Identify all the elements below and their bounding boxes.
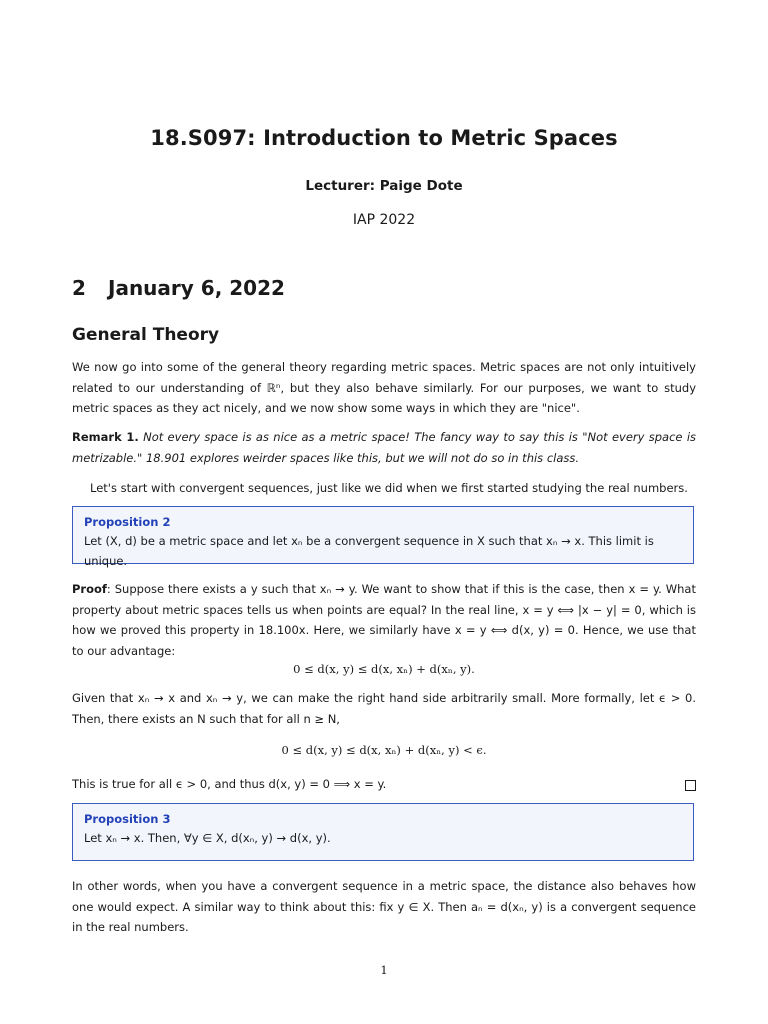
section-number: 2 xyxy=(72,276,86,300)
proof-label: Proof xyxy=(72,582,107,596)
closing-paragraph: In other words, when you have a convergent sequence in a metric space, the distance also behaves how one would expect. A similar way to think about this: fix y ∈ X. Then aₙ = d(xₙ, y) is a convergent sequence in the real numbers. xyxy=(72,879,696,934)
proof-conclusion: This is true for all ϵ > 0, and thus d(x, y) = 0 ⟹ x = y. xyxy=(72,777,387,791)
document-title: 18.S097: Introduction to Metric Spaces xyxy=(150,126,618,150)
subsection-heading: General Theory xyxy=(72,325,220,345)
proposition-2-title: Proposition 2 xyxy=(84,515,171,529)
term-line: IAP 2022 xyxy=(352,212,416,228)
proposition-3-box xyxy=(72,803,694,861)
proposition-3-text: Let xₙ → x. Then, ∀y ∈ X, d(xₙ, y) → d(x, y). xyxy=(84,831,331,845)
qed-square-icon xyxy=(685,780,696,791)
equation-1: 0 ≤ d(x, y) ≤ d(x, xₙ) + d(xₙ, y). xyxy=(293,662,475,676)
proof-continuation: Given that xₙ → x and xₙ → y, we can make the right hand side arbitrarily small. More formally, let ϵ > 0. Then, there exists an N such that for all n ≥ N, xyxy=(72,691,696,726)
remark-label: Remark 1. xyxy=(72,430,139,444)
proposition-2-text: Let (X, d) be a metric space and let xₙ be a convergent sequence in X such that xₙ → x. This limit is unique. xyxy=(84,534,654,568)
section-title: January 6, 2022 xyxy=(108,276,285,300)
proof-text: : Suppose there exists a y such that xₙ → y. We want to show that if this is the case, then x = y. What property about metric spaces tells us when points are equal? In the real line, x = y ⟺ |x − y| = 0, which is how we proved this property in 18.100x. Here, we similarly have x = y ⟺ d(x, y) = 0. Hence, we use that to our advantage: xyxy=(72,582,696,658)
remark-paragraph xyxy=(72,427,696,468)
intro-paragraph: We now go into some of the general theory regarding metric spaces. Metric spaces are not only intuitively related to our understanding of ℝⁿ, but they also behave similarly. For our purposes, we want to study metric spaces as they act nicely, and we now show some ways in which they are "nice". xyxy=(72,360,696,415)
section-heading xyxy=(72,276,285,300)
page-number: 1 xyxy=(380,963,388,977)
proposition-2-box xyxy=(72,506,694,568)
proposition-3-title: Proposition 3 xyxy=(84,812,171,826)
proof-paragraph xyxy=(72,579,696,661)
transition-paragraph: Let's start with convergent sequences, just like we did when we first started studying the real numbers. xyxy=(90,481,688,495)
remark-text: Not every space is as nice as a metric space! The fancy way to say this is "Not every space is metrizable." 18.901 explores weirder spaces like this, but we will not do so in this class. xyxy=(72,430,697,465)
lecturer-line: Lecturer: Paige Dote xyxy=(305,178,463,194)
equation-2: 0 ≤ d(x, y) ≤ d(x, xₙ) + d(xₙ, y) < ϵ. xyxy=(281,743,487,757)
